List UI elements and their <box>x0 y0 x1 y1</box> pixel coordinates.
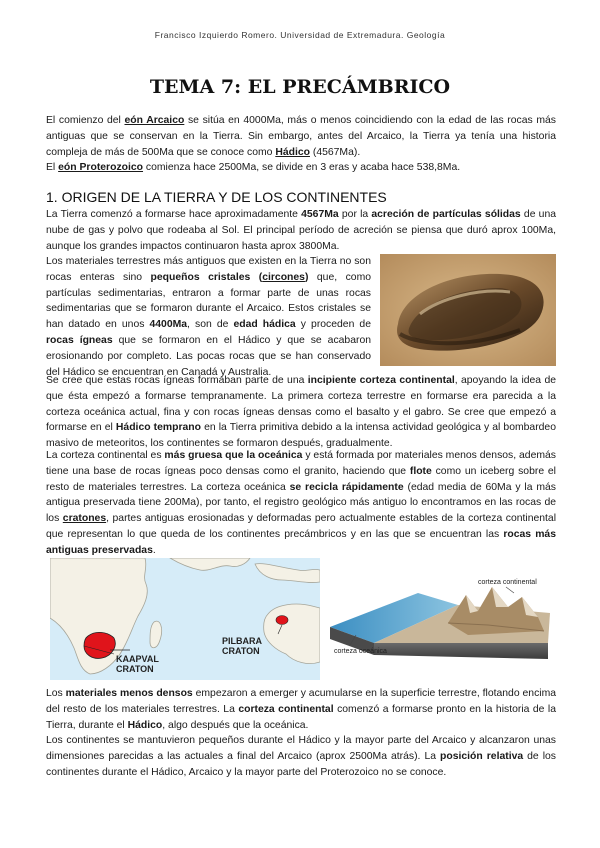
paragraph-less-dense: Los materiales menos densos empezaron a emerger y acumularse en la superficie terrestre, flotando encima del resto de los materiales terrestres. La corteza continental comenzó a formarse pronto en la historia de la Tierra, durante el Hádico, algo después que la oceánica. <box>46 688 557 731</box>
kaapval-label-line2: CRATON <box>116 664 154 674</box>
paragraph-zircons: Los materiales terrestres más antiguos que existen en la Tierra no son rocas enteras sino pequeños cristales (circones) que, como partículas sedimentarias, entraron a formar parte de unas rocas sedimentarias que se formaron durante el Arcaico. Estos cristales se han datado en unos 4400Ma, son de edad hádica y proceden de rocas ígneas que se formaron en el Hádico y que se acabaron erosionando por completo. Las pocas rocas que se han conservado del Hádico se encuentran en Canadá y Australia. <box>46 256 371 378</box>
paragraph-continents-size: Los continentes se mantuvieron pequeños durante el Hádico y la mayor parte del Arcaico y alcanzaron unas dimensiones parecidas a las actuales a final del Arcaico (aprox 2500Ma atrás). La posición relativa de los continentes durante el Hádico, Arcaico y la mayor parte del Proterozoico no se conoce. <box>46 735 556 778</box>
term-hadico: Hádico <box>275 146 310 158</box>
label-corteza-continental: corteza continental <box>478 579 537 586</box>
intro-paragraph: El comienzo del eón Arcaico se sitúa en 4000Ma, más o menos coincidiendo con la edad de las rocas más antiguas que se conservan en la Tierra. Sin embargo, antes del Arcaico, la Tierra ya tenía una historia compleja de más de 500Ma que se conoce como Hádico (4567Ma). El eón Proterozoico comienza hace 2500Ma, se divide en 3 eras y acaba hace 538,8Ma. <box>46 115 556 174</box>
craton-map <box>50 558 320 680</box>
term-cratones: cratones <box>62 513 107 525</box>
pilbara-label-line1: PILBARA <box>222 636 262 646</box>
crust-diagram <box>328 573 556 675</box>
page-title: TEMA 7: EL PRECÁMBRICO <box>149 76 451 98</box>
paragraph-origin: La Tierra comenzó a formarse hace aproximadamente 4567Ma por la acreción de partículas sólidas de una nube de gas y polvo que rodeaba al Sol. El principal período de acreción se piensa que duró aprox 100Ma, aunque los grandes impactos continuaron hasta aprox 3800Ma. <box>46 209 557 252</box>
term-eon-arcaico: eón Arcaico <box>124 115 185 126</box>
page-header: Francisco Izquierdo Romero. Universidad de Extremadura. Geología <box>154 30 446 40</box>
term-circones: circones <box>262 271 305 283</box>
section-heading: 1. ORIGEN DE LA TIERRA Y DE LOS CONTINENTES <box>46 189 387 205</box>
paragraph-early-crust: Se cree que estas rocas ígneas formaban parte de una incipiente corteza continental, apoyando la idea de que ésta empezó a formarse tempranamente. La primera corteza terrestre en formarse era parecida a la corteza oceánica actual, fina y con rocas ígneas densas como el basalto y el gabro. Se cree que empezó a formarse en el Hádico temprano en la Tierra primitiva debido a la intensa actividad geológica y al bombardeo masivo de meteoritos, los continentes se formaron después, gradualmente. <box>46 375 556 450</box>
zircon-photo <box>380 254 556 366</box>
label-corteza-oceanica: corteza oceánica <box>334 648 387 655</box>
kaapval-label-line1: KAAPVAL <box>116 654 159 664</box>
pilbara-label-line2: CRATON <box>222 646 260 656</box>
term-eon-proterozoico: eón Proterozoico <box>58 162 144 174</box>
paragraph-continental-crust: La corteza continental es más gruesa que la oceánica y está formada por materiales menos densos, además tiene una base de rocas ígneas poco densas como el granito, haciendo que flote como un iceberg sobre el resto de materiales terrestres. La corteza oceánica se recicla rápidamente (edad media de 60Ma y la más antigua preservada tiene 200Ma), por tanto, el registro geológico más antiguo lo encontramos en las rocas de los cratones, partes antiguas erosionadas y deformadas pero actualmente estables de la corteza continental que representan lo que queda de los continentes precámbricos y en las que se encuentran las rocas más antiguas preservadas. <box>46 450 557 556</box>
